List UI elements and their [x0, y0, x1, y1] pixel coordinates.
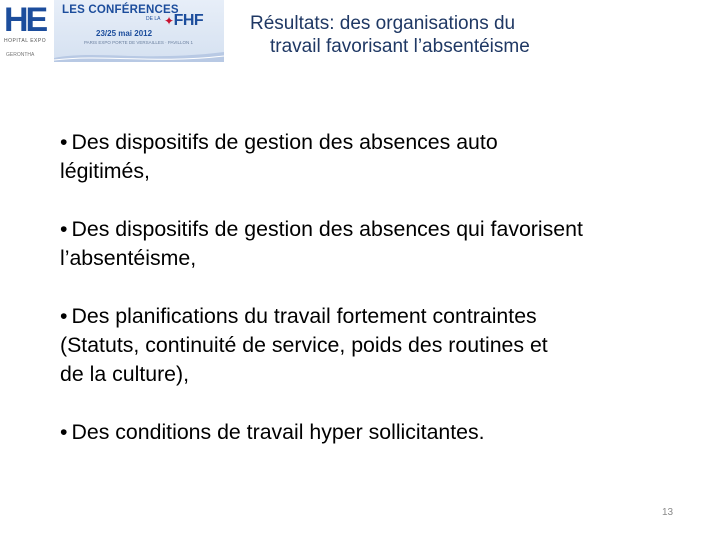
logo-tagline: PARIS EXPO PORTE DE VERSAILLES · PAVILLON 1	[84, 40, 193, 45]
logo-wave-decoration	[54, 48, 224, 62]
conference-logo	[0, 0, 224, 62]
slide-title	[230, 12, 630, 58]
fhf-logo-text: FHF	[173, 12, 204, 29]
fhf-logo	[164, 12, 203, 30]
bullet-item	[60, 215, 700, 273]
bullet-text-line: légitimés,	[60, 159, 150, 183]
bullet-item	[60, 418, 700, 447]
slide-title-line-2: travail favorisant l’absentéisme	[270, 36, 530, 57]
he-logo-mark: HE	[4, 1, 46, 39]
bullet-text-line: de la culture),	[60, 362, 190, 386]
bullet-item	[60, 302, 700, 389]
bullet-point-icon: •	[60, 420, 68, 444]
bullet-point-icon: •	[60, 217, 68, 241]
he-logo-block	[0, 0, 54, 62]
fhf-star-icon: ✦	[164, 14, 174, 28]
he-logo-subtext: HOPITAL EXPO	[4, 38, 47, 44]
bullet-text-line: Des dispositifs de gestion des absences qui favorisent	[71, 217, 583, 241]
bullet-item	[60, 128, 700, 186]
logo-de-la-text: DE LA	[146, 16, 161, 22]
bullet-point-icon: •	[60, 304, 68, 328]
bullet-text-line: Des dispositifs de gestion des absences auto	[71, 130, 498, 154]
bullet-point-icon: •	[60, 130, 68, 154]
bullet-list	[60, 128, 700, 447]
bullet-text-line: Des planifications du travail fortement contraintes	[71, 304, 537, 328]
bullet-text-line: (Statuts, continuité de service, poids des routines et	[60, 333, 548, 357]
bullet-text-line: l’absentéisme,	[60, 246, 197, 270]
logo-conferences-text: LES CONFÉRENCES	[62, 4, 179, 16]
logo-dates: 23/25 mai 2012	[96, 29, 153, 38]
bullet-text-line: Des conditions de travail hyper sollicitantes.	[71, 420, 485, 444]
slide-title-line-1: Résultats: des organisations du	[250, 13, 516, 34]
he-logo-subtext-2: GERONTHA	[6, 52, 35, 58]
page-number: 13	[662, 507, 674, 518]
